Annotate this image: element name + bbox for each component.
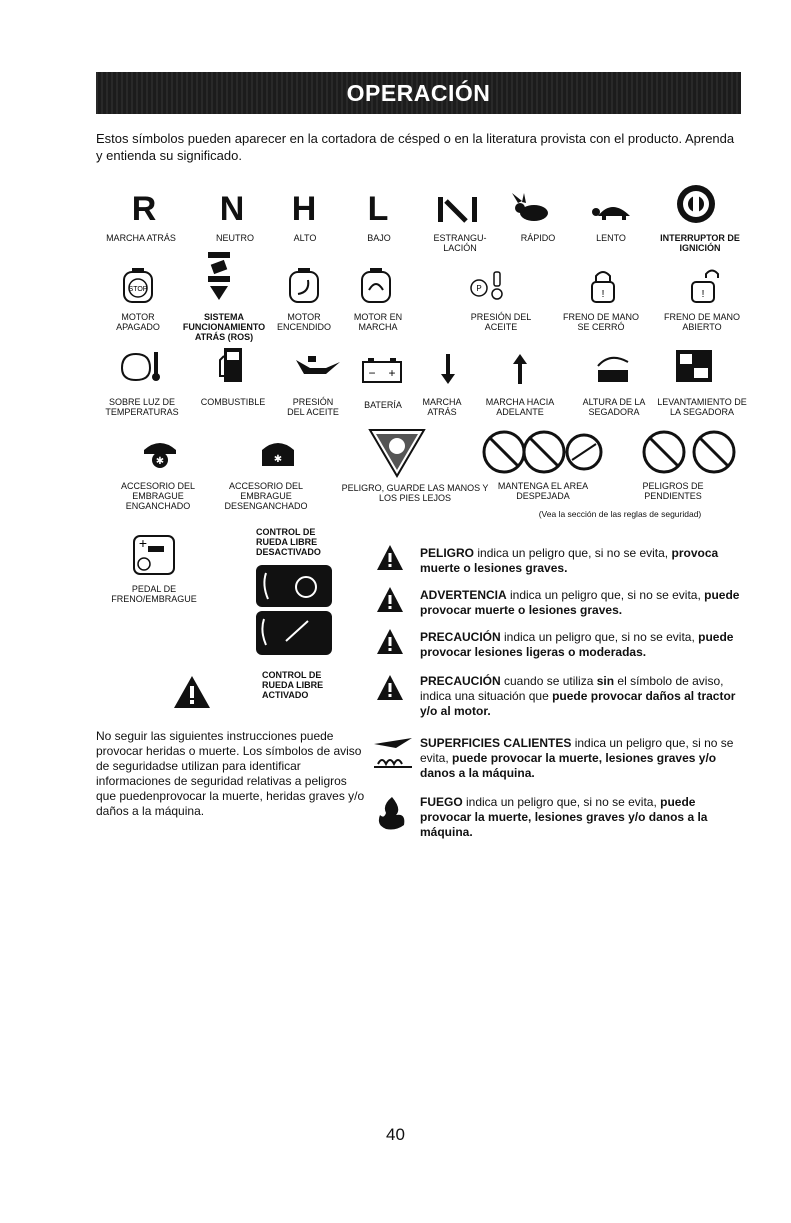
caution-notice-triangle-icon: [376, 674, 404, 702]
safety-rules-note: (Vea la sección de las reglas de seguridad): [538, 509, 702, 519]
page-number: 40: [386, 1125, 405, 1144]
stop-label: ALTO: [293, 233, 317, 243]
oil-pressure-gauge-icon: [468, 270, 508, 302]
advertencia-triangle-icon: [376, 586, 404, 614]
reverse-label: MARCHA ATRÁS: [106, 233, 176, 243]
neutral-label: NEUTRO: [216, 233, 254, 243]
mower-lift-label: LEVANTAMIENTO DE LA SEGADORA: [657, 397, 747, 417]
forward-arrow-icon: [512, 352, 528, 386]
attachment-clutch-engaged-icon: [140, 436, 180, 472]
clutch-engaged-label: ACCESORIO DEL EMBRAGUE ENGANCHADO: [120, 481, 196, 511]
ignition-label: INTERRUPTOR DE IGNICIÓN: [660, 233, 740, 253]
engine-off-label: MOTOR APAGADO: [116, 312, 160, 332]
caution-no-symbol-definition: PRECAUCIÓN cuando se utiliza sin el símbolo de aviso, indica una situación que puede provocar daños al tractor y/o al motor.: [420, 674, 736, 718]
engine-on-label: MOTOR ENCENDIDO: [276, 312, 331, 332]
ros-label: SISTEMA FUNCIONAMIENTO ATRÁS (ROS): [182, 312, 266, 342]
reverse-arrow-icon: [440, 352, 456, 386]
freewheel-on-label: CONTROL DE RUEDA LIBRE ACTIVADO: [262, 670, 324, 700]
oil-pressure-label: PRESIÓN DEL ACEITE: [470, 312, 532, 332]
temperature-icon: [118, 350, 162, 382]
warning-triangle-icon: [172, 674, 212, 710]
svg-text:P: P: [476, 284, 482, 293]
hands-feet-danger-icon: [368, 428, 426, 478]
mower-height-label: ALTURA DE LA SEGADORA: [582, 397, 646, 417]
brake-open-label: FRENO DE MANO ABIERTO: [663, 312, 740, 332]
battery-label: BATERÍA: [364, 400, 402, 410]
caution-triangle-icon: [376, 628, 404, 656]
section-title-banner: OPERACIÓN: [96, 72, 741, 114]
freewheel-control-icon: [256, 565, 332, 655]
warning-definition: ADVERTENCIA indica un peligro que, si no se evita, puede provocar muerte o lesiones graves.: [420, 588, 740, 617]
pedal-label: PEDAL DE FRENO/EMBRAGUE: [111, 584, 197, 604]
forward-march-label: MARCHA HACIA ADELANTE: [485, 397, 555, 417]
engine-start-icon: [286, 268, 322, 304]
neutral-letter: N: [219, 190, 245, 228]
stop-letter: H: [291, 190, 317, 228]
danger-triangle-icon: [376, 544, 404, 572]
parking-brake-locked-icon: [588, 268, 618, 304]
low-label: BAJO: [367, 233, 391, 243]
fuel-label: COMBUSTIBLE: [200, 397, 266, 407]
svg-text:✱: ✱: [273, 454, 283, 465]
slope-hazard-icon: [642, 430, 742, 474]
ignition-switch-icon: [676, 184, 716, 224]
rabbit-icon: [512, 193, 552, 225]
svg-text:!: !: [701, 289, 705, 300]
fire-icon: [372, 795, 412, 831]
fire-definition: FUEGO indica un peligro que, si no se evita, puede provocar la muerte, lesiones graves y/o danos a la máquina.: [420, 795, 708, 839]
svg-text:STOP: STOP: [128, 286, 148, 293]
svg-text:!: !: [601, 289, 605, 300]
fast-label: RÁPIDO: [520, 233, 556, 243]
danger-definition: PELIGRO indica un peligro que, si no se evita, provoca muerte o lesiones graves.: [420, 546, 719, 575]
keep-clear-label: MANTENGA EL AREA DESPEJADA: [497, 481, 589, 501]
mower-height-icon: [594, 352, 634, 384]
clutch-disengaged-label: ACCESORIO DEL EMBRAGUE DESENGANCHADO: [224, 481, 308, 511]
ros-icon: [204, 250, 234, 304]
caution-definition: PRECAUCIÓN indica un peligro que, si no se evita, puede provocar lesiones ligeras o moderadas.: [420, 630, 734, 659]
brake-clutch-pedal-icon: [130, 532, 178, 578]
svg-text:✱: ✱: [155, 456, 165, 467]
turtle-icon: [590, 198, 638, 222]
hot-surface-definition: SUPERFICIES CALIENTES indica un peligro que, si no se evita, puede provocar la muerte, lesiones graves y/o danos a la máquina.: [420, 736, 734, 780]
svg-text:+: +: [138, 535, 148, 551]
slope-label: PELIGROS DE PENDIENTES: [642, 481, 704, 501]
temperature-label: SOBRE LUZ DE TEMPERATURAS: [105, 397, 179, 417]
parking-brake-open-icon: [690, 268, 724, 304]
hot-surface-icon: [372, 736, 416, 770]
mower-lift-icon: [676, 350, 712, 382]
battery-icon: [362, 358, 402, 384]
keep-area-clear-icon: [482, 430, 602, 474]
oil-can-icon: [292, 354, 342, 378]
fuel-icon: [218, 346, 244, 384]
slow-label: LENTO: [596, 233, 626, 243]
freewheel-off-label: CONTROL DE RUEDA LIBRE DESACTIVADO: [256, 527, 321, 557]
warning-instructions: No seguir las siguientes instrucciones puede provocar heridas o muerte. Los símbolos de aviso de seguridadse utilizan para identificar informaciones de seguridad relativas a peligros que puedenprovocar la muerte, heridas graves y/o daños a la máquina.: [96, 729, 365, 818]
choke-icon: [436, 195, 480, 225]
svg-text:−: −: [368, 366, 376, 380]
brake-locked-label: FRENO DE MANO SE CERRÓ: [562, 312, 639, 332]
engine-running-label: MOTOR EN MARCHA: [353, 312, 403, 332]
attachment-clutch-disengaged-icon: [258, 436, 298, 470]
svg-text:+: +: [388, 366, 396, 380]
reverse-letter: R: [131, 190, 157, 228]
oil-pressure-label-2: PRESIÓN DEL ACEITE: [287, 397, 339, 417]
engine-running-icon: [358, 268, 394, 304]
reverse-march-label: MARCHA ATRÁS: [422, 397, 462, 417]
low-letter: L: [367, 190, 389, 228]
intro-text: Estos símbolos pueden aparecer en la cortadora de césped o en la literatura provista con el producto. Aprenda y entienda su significado.: [96, 131, 735, 163]
engine-off-icon: [118, 268, 158, 304]
choke-label: ESTRANGU- LACIÓN: [433, 233, 487, 253]
hands-feet-label: PELIGRO, GUARDE LAS MANOS Y LOS PIES LEJOS: [341, 483, 489, 503]
